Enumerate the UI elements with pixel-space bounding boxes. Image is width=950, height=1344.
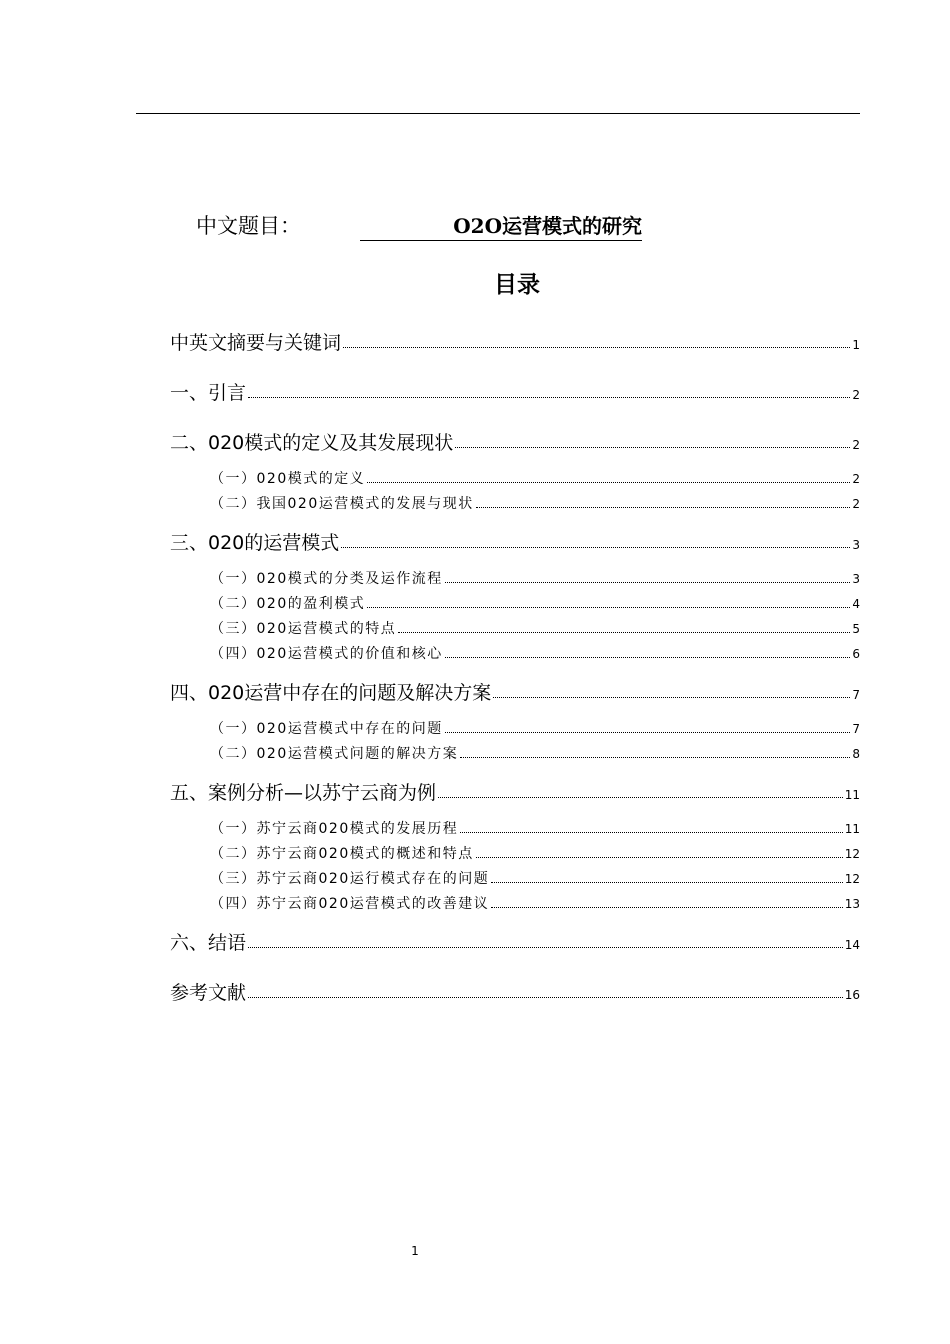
toc-entry-page: 12 xyxy=(844,872,860,886)
toc-entry-page: 2 xyxy=(852,438,860,452)
toc-leader-dots xyxy=(460,832,842,833)
toc-entry-page: 16 xyxy=(844,988,860,1002)
toc-entry-page: 7 xyxy=(852,688,860,702)
toc-entry[interactable] xyxy=(170,930,860,954)
toc-entry[interactable] xyxy=(170,643,860,663)
toc-entry-title: 六、结语 xyxy=(170,932,247,954)
toc-entry-page: 3 xyxy=(852,572,860,586)
toc-leader-dots xyxy=(445,582,851,583)
toc-entry-title: （一）苏宁云商020模式的发展历程 xyxy=(210,821,459,837)
toc-entry-title: 一、引言 xyxy=(170,382,247,404)
toc-entry[interactable] xyxy=(170,893,860,913)
toc-leader-dots xyxy=(493,697,850,698)
toc-entry[interactable] xyxy=(170,780,860,804)
toc-entry[interactable] xyxy=(170,743,860,763)
toc-entry[interactable] xyxy=(170,380,860,404)
toc-entry-page: 14 xyxy=(844,938,860,952)
toc-entry[interactable] xyxy=(170,593,860,613)
toc-entry-title: （四）020运营模式的价值和核心 xyxy=(210,646,443,662)
toc-entry-page: 11 xyxy=(844,822,860,836)
toc-leader-dots xyxy=(476,507,851,508)
toc-entry[interactable] xyxy=(170,568,860,588)
toc-entry-title: 中英文摘要与关键词 xyxy=(170,332,342,354)
toc-entry-title: 二、020模式的定义及其发展现状 xyxy=(170,432,454,454)
toc-entry-title: （四）苏宁云商020运营模式的改善建议 xyxy=(210,896,490,912)
footer-page-number: 1 xyxy=(411,1244,419,1258)
toc-leader-dots xyxy=(438,797,843,798)
toc-entry[interactable] xyxy=(170,493,860,513)
toc-leader-dots xyxy=(491,907,842,908)
toc-heading: 目录 xyxy=(494,272,540,298)
toc-entry-page: 8 xyxy=(852,747,860,761)
toc-entry-title: （二）我国020运营模式的发展与现状 xyxy=(210,496,474,512)
toc-entry[interactable] xyxy=(170,330,860,354)
toc-entry[interactable] xyxy=(170,818,860,838)
toc-leader-dots xyxy=(367,482,850,483)
toc-entry-title: 参考文献 xyxy=(170,982,247,1004)
toc-entry-title: （一）020运营模式中存在的问题 xyxy=(210,721,443,737)
toc-entry[interactable] xyxy=(170,618,860,638)
toc-entry-title: （三）020运营模式的特点 xyxy=(210,621,397,637)
toc-leader-dots xyxy=(248,997,843,998)
toc-entry-page: 11 xyxy=(844,788,860,802)
toc-entry[interactable] xyxy=(170,868,860,888)
toc-entry[interactable] xyxy=(170,680,860,704)
toc-entry-page: 7 xyxy=(852,722,860,736)
toc-entry[interactable] xyxy=(170,430,860,454)
toc-entry-page: 6 xyxy=(852,647,860,661)
toc-entry-page: 2 xyxy=(852,388,860,402)
toc-entry-page: 2 xyxy=(852,497,860,511)
toc-entry-title: （二）020运营模式问题的解决方案 xyxy=(210,746,459,762)
toc-entry[interactable] xyxy=(170,530,860,554)
toc-leader-dots xyxy=(445,657,851,658)
toc-entry-page: 4 xyxy=(852,597,860,611)
toc-entry-page: 1 xyxy=(852,338,860,352)
toc-entry-title: （一）020模式的定义 xyxy=(210,471,366,487)
title-value: O2O运营模式的研究 xyxy=(453,214,642,238)
toc-entry-page: 5 xyxy=(852,622,860,636)
title-label: 中文题目： xyxy=(196,214,301,238)
toc-entry-page: 3 xyxy=(852,538,860,552)
toc-leader-dots xyxy=(248,397,850,398)
toc-leader-dots xyxy=(491,882,842,883)
toc-entry[interactable] xyxy=(170,980,860,1004)
toc-leader-dots xyxy=(341,547,850,548)
toc-leader-dots xyxy=(367,607,850,608)
toc-leader-dots xyxy=(398,632,850,633)
header-rule xyxy=(136,113,860,114)
toc-leader-dots xyxy=(476,857,843,858)
toc-entry-title: 五、案例分析—以苏宁云商为例 xyxy=(170,782,437,804)
toc-entry[interactable] xyxy=(170,718,860,738)
toc-entry-title: （一）020模式的分类及运作流程 xyxy=(210,571,443,587)
toc-leader-dots xyxy=(445,732,851,733)
toc-entry-title: （二）020的盈利模式 xyxy=(210,596,366,612)
toc-entry-title: 三、020的运营模式 xyxy=(170,532,340,554)
toc-entry[interactable] xyxy=(170,843,860,863)
toc-entry[interactable] xyxy=(170,468,860,488)
title-line xyxy=(196,212,756,242)
toc-entry-page: 13 xyxy=(844,897,860,911)
toc-leader-dots xyxy=(455,447,850,448)
toc-entry-title: （二）苏宁云商020模式的概述和特点 xyxy=(210,846,474,862)
toc-leader-dots xyxy=(343,347,850,348)
toc-entry-page: 12 xyxy=(844,847,860,861)
toc-entry-title: （三）苏宁云商020运行模式存在的问题 xyxy=(210,871,490,887)
toc-entry-page: 2 xyxy=(852,472,860,486)
toc-entry-title: 四、020运营中存在的问题及解决方案 xyxy=(170,682,492,704)
toc-leader-dots xyxy=(248,947,843,948)
title-value-underline xyxy=(360,212,642,241)
toc-leader-dots xyxy=(460,757,850,758)
